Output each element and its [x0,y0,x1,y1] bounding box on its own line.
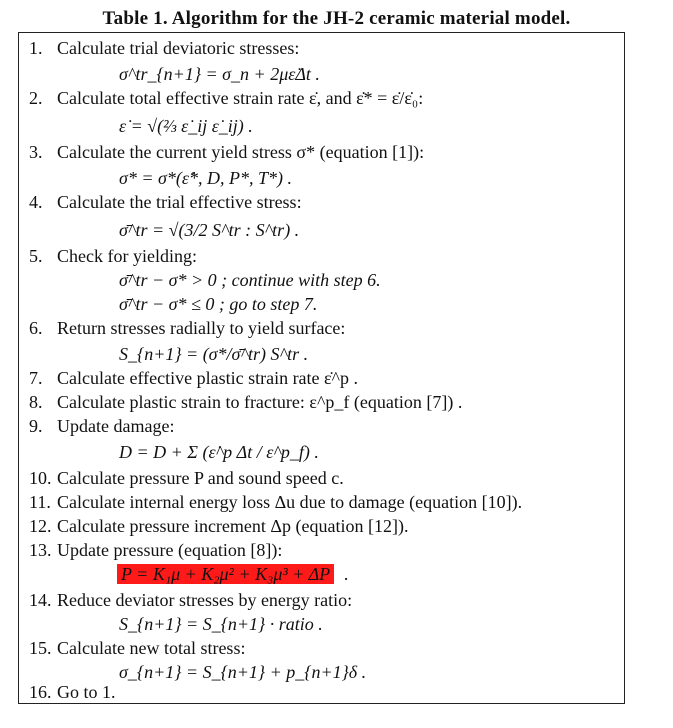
step-14: 14. Reduce deviator stresses by energy ratio: [29,590,353,610]
step-1: 1. Calculate trial deviatoric stresses: [29,38,300,58]
formula-2: ε̇ = √(⅔ ε̇_ij ε̇_ij) . [119,116,253,136]
step-13: 13. Update pressure (equation [8]): [29,540,283,560]
step-10: 10. Calculate pressure P and sound speed c. [29,468,344,488]
formula-13-highlighted: P = K₁μ + K₂μ² + K₃μ³ + ΔP . [117,563,349,585]
step-7: 7. Calculate effective plastic strain rate ε̇^p . [29,368,359,388]
step-6: 6. Return stresses radially to yield surface: [29,318,346,338]
step-8: 8. Calculate plastic strain to fracture: ε^p_f (equation [7]) . [29,392,463,412]
formula-3: σ* = σ*(ε̇*, D, P*, T*) . [119,168,292,188]
step-12: 12. Calculate pressure increment Δp (equation [12]). [29,516,409,536]
step-16: 16. Go to 1. [29,682,116,702]
step-4: 4. Calculate the trial effective stress: [29,192,302,212]
step-2: 2. Calculate total effective strain rate ε̇, and ε̇* = ε̇/ε̇₀: [29,88,424,108]
formula-5a: σ̄^tr − σ* > 0 ; continue with step 6. [119,270,381,290]
formula-6: S_{n+1} = (σ*/σ̄^tr) S^tr . [119,344,309,364]
formula-1: σ^tr_{n+1} = σ_n + 2με̇Δt . [119,64,320,84]
formula-4: σ̄^tr = √(3/2 S^tr : S^tr) . [119,220,300,240]
step-11: 11. Calculate internal energy loss Δu due to damage (equation [10]). [29,492,523,512]
step-5: 5. Check for yielding: [29,246,197,266]
formula-15: σ_{n+1} = S_{n+1} + p_{n+1}δ . [119,662,367,682]
step-15: 15. Calculate new total stress: [29,638,246,658]
formula-5b: σ̄^tr − σ* ≤ 0 ; go to step 7. [119,294,318,314]
step-9: 9. Update damage: [29,416,175,436]
table-title: Table 1. Algorithm for the JH-2 ceramic material model. [102,8,571,29]
formula-9: D = D + Σ (ε̇^p Δt / ε^p_f) . [119,442,319,462]
algorithm-table [18,32,625,704]
step-3: 3. Calculate the current yield stress σ* (equation [1]): [29,142,425,162]
formula-14: S_{n+1} = S_{n+1} · ratio . [119,614,323,634]
highlighted-pressure-formula: P = K₁μ + K₂μ² + K₃μ³ + ΔP [117,564,334,584]
